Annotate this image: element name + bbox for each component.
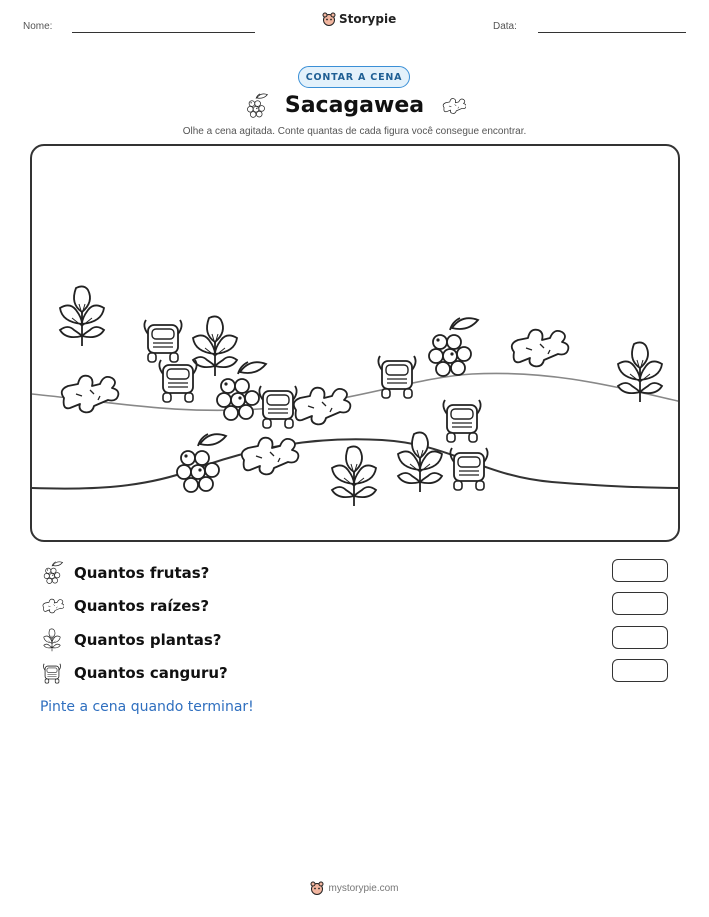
root-4 bbox=[512, 330, 569, 367]
back-hill-line bbox=[32, 373, 680, 410]
leafy-plant-icon bbox=[40, 628, 64, 652]
answer-box-fruits[interactable] bbox=[612, 559, 668, 582]
footer-url[interactable]: mystorypie.com bbox=[328, 882, 399, 894]
answer-box-kangaroo[interactable] bbox=[612, 659, 668, 682]
plant-2 bbox=[193, 316, 237, 376]
plant-5 bbox=[398, 432, 442, 492]
kangaroo-backpack-icon bbox=[40, 661, 64, 685]
coloring-instruction: Pinte a cena quando terminar! bbox=[40, 699, 254, 715]
activity-badge: CONTAR A CENA bbox=[298, 66, 410, 88]
root-3 bbox=[242, 438, 299, 475]
plant-4 bbox=[332, 446, 376, 506]
kangaroo-1 bbox=[144, 320, 181, 362]
plant-1 bbox=[60, 286, 104, 346]
brand-logo bbox=[322, 12, 396, 26]
footer bbox=[0, 881, 709, 895]
page-title: Sacagawea bbox=[284, 93, 425, 118]
question-row-fruits bbox=[40, 560, 209, 586]
ginger-root-icon bbox=[440, 93, 466, 119]
plant-3 bbox=[618, 342, 662, 402]
storypie-mascot-icon bbox=[322, 12, 336, 26]
kangaroo-6 bbox=[450, 448, 487, 490]
question-text: Quantos canguru? bbox=[74, 664, 228, 682]
question-row-plants bbox=[40, 627, 221, 653]
fruit-2 bbox=[429, 318, 478, 376]
brand-name: Storypie bbox=[339, 12, 397, 26]
storypie-mascot-icon bbox=[310, 881, 324, 895]
kangaroo-3 bbox=[259, 386, 296, 428]
question-text: Quantos frutas? bbox=[74, 564, 210, 582]
kangaroo-4 bbox=[378, 356, 415, 398]
answer-box-roots[interactable] bbox=[612, 592, 668, 615]
root-2 bbox=[294, 388, 351, 425]
question-row-roots bbox=[40, 593, 209, 619]
root-1 bbox=[62, 376, 119, 413]
date-line[interactable] bbox=[538, 32, 686, 33]
kangaroo-2 bbox=[159, 360, 196, 402]
question-text: Quantos plantas? bbox=[74, 631, 222, 649]
question-text: Quantos raízes? bbox=[74, 597, 210, 615]
ginger-root-icon bbox=[40, 594, 64, 618]
name-line[interactable] bbox=[72, 32, 255, 33]
counting-scene[interactable] bbox=[30, 144, 680, 542]
kangaroo-5 bbox=[443, 400, 480, 442]
fruit-cluster-icon bbox=[40, 561, 64, 585]
answer-box-plants[interactable] bbox=[612, 626, 668, 649]
date-label: Data: bbox=[493, 21, 517, 32]
fruit-3 bbox=[177, 434, 226, 492]
name-label: Nome: bbox=[23, 21, 53, 32]
scene-drawing bbox=[32, 146, 680, 542]
instructions: Olhe a cena agitada. Conte quantas de cada figura você consegue encontrar. bbox=[182, 126, 527, 137]
question-row-kangaroo bbox=[40, 660, 228, 686]
